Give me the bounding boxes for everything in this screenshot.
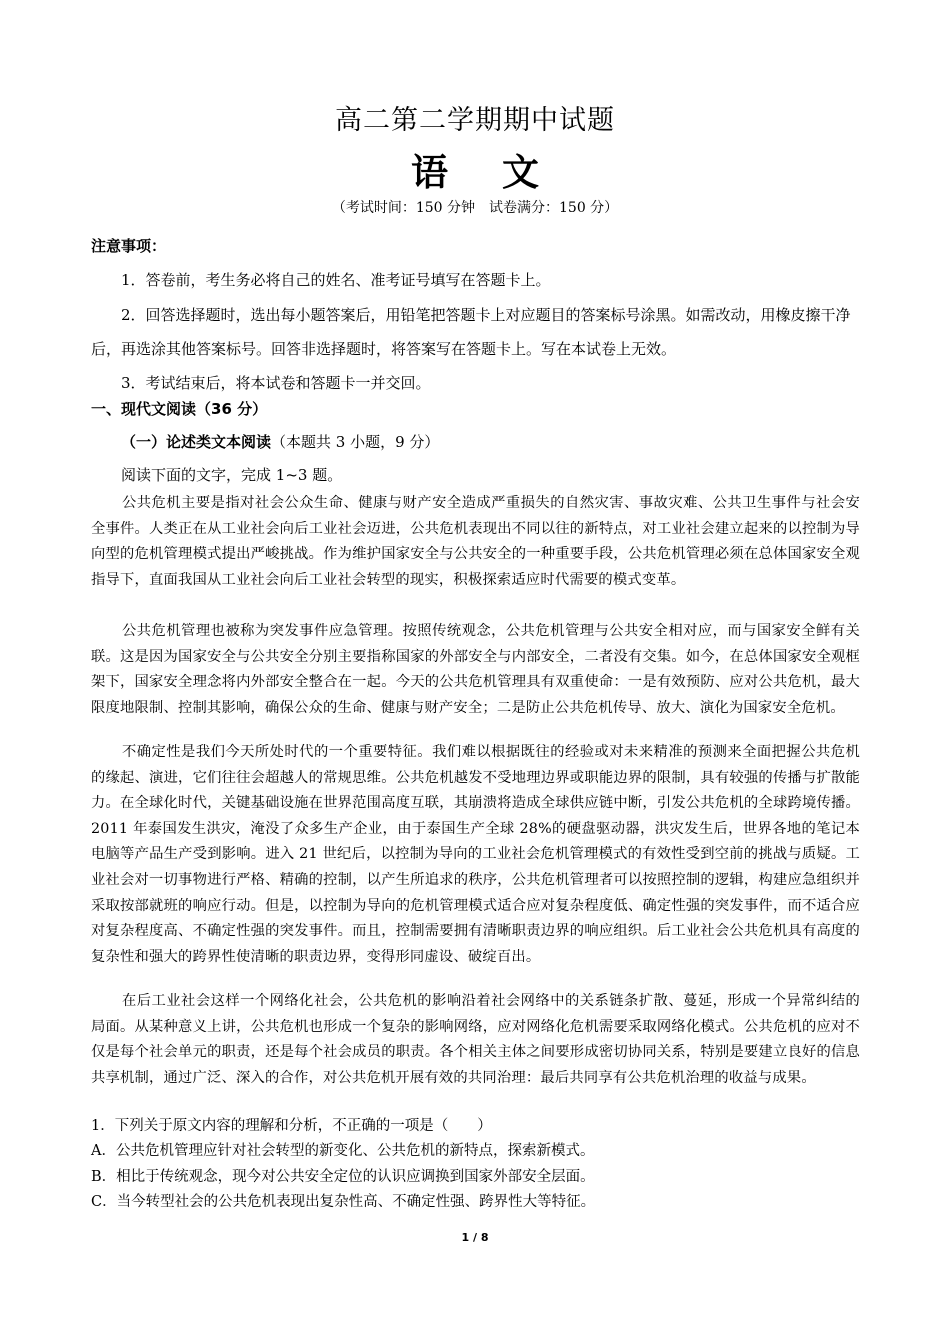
notice-item: 2．回答选择题时，选出每小题答案后，用铅笔把答题卡上对应题目的答案标号涂黑。如需改动，用橡皮擦干净后，再选涂其他答案标号。回答非选择题时，将答案写在答题卡上。写在本试卷上无效。 xyxy=(91,306,851,358)
subsection-score: （本题共 3 小题，9 分） xyxy=(271,433,440,451)
subject-char: 语 xyxy=(411,151,448,194)
section-heading: 一、现代文阅读（36 分） xyxy=(91,400,268,418)
instruction-text: 阅读下面的文字，完成 1~3 题。 xyxy=(121,466,343,484)
question-1 xyxy=(91,1114,860,1216)
notice-item: 1．答卷前，考生务必将自己的姓名、准考证号填写在答题卡上。 xyxy=(121,271,551,289)
notice-section xyxy=(91,230,860,400)
option-a: A．公共危机管理应针对社会转型的新变化、公共危机的新特点，探索新模式。 xyxy=(91,1143,595,1160)
notice-heading: 注意事项： xyxy=(91,237,167,255)
notice-item: 3．考试结束后，将本试卷和答题卡一并交回。 xyxy=(121,374,431,392)
passage-paragraph: 不确定性是我们今天所处时代的一个重要特征。我们难以根据既往的经验或对未来精准的预测来全面把握公共危机的缘起、演进，它们往往会超越人的常规思维。公共危机越发不受地理边界或职能边界的限制，具有较强的传播与扩散能力。在全球化时代，关键基础设施在世界范围高度互联，其崩溃将造成全球供应链中断，引发公共危机的全球跨境传播。2011 年泰国发生洪灾，淹没了众多生产企业，由于泰国生产全球 28%的硬盘驱动器，洪灾发生后，世界各地的笔记本电脑等产品生产受到影响。进入 21 世纪后，以控制为导向的工业社会危机管理模式的有效性受到空前的挑战与质疑。工业社会对一切事物进行严格、精确的控制，以产生所追求的秩序，公共危机管理者可以按照控制的逻辑，构建应急组织并采取按部就班的响应行动。但是，以控制为导向的危机管理模式适合应对复杂程度低、确定性强的突发事件，而不适合应对复杂程度高、不确定性强的突发事件。而且，控制需要拥有清晰职责边界的响应组织。后工业社会公共危机具有高度的复杂性和强大的跨界性使清晰的职责边界，变得形同虚设、破绽百出。 xyxy=(91,744,860,965)
passage-paragraph: 公共危机主要是指对社会公众生命、健康与财产安全造成严重损失的自然灾害、事故灾难、公共卫生事件与社会安全事件。人类正在从工业社会向后工业社会迈进，公共危机表现出不同以往的新特点，对工业社会建立起来的以控制为导向型的危机管理模式提出严峻挑战。作为维护国家安全与公共安全的一种重要手段，公共危机管理必须在总体国家安全观指导下，直面我国从工业社会向后工业社会转型的现实，积极探索适应时代需要的模式变革。 xyxy=(91,495,860,588)
reading-instruction xyxy=(91,459,860,492)
option-c: C．当今转型社会的公共危机表现出复杂性高、不确定性强、跨界性大等特征。 xyxy=(91,1194,596,1211)
subsection-heading xyxy=(121,426,860,459)
subject-title xyxy=(0,142,950,196)
exam-info: （考试时间：150 分钟 试卷满分：150 分） xyxy=(331,200,619,216)
page-number: 1 / 8 xyxy=(461,1231,489,1244)
section1-heading xyxy=(91,393,860,426)
subsection-title: （一）论述类文本阅读 xyxy=(121,433,272,451)
subject-char: 文 xyxy=(502,151,539,194)
exam-title: 高二第二学期期中试题 xyxy=(335,105,615,136)
passage-paragraph: 公共危机管理也被称为突发事件应急管理。按照传统观念，公共危机管理与公共安全相对应，而与国家安全鲜有关联。这是因为国家安全与公共安全分别主要指称国家的外部安全与内部安全，二者没有交集。如今，在总体国家安全观框架下，国家安全理念将内外部安全整合在一起。今天的公共危机管理具有双重使命：一是有效预防、应对公共危机，最大限度地限制、控制其影响，确保公众的生命、健康与财产安全；二是防止公共危机传导、放大、演化为国家安全危机。 xyxy=(91,623,860,716)
passage-paragraph: 在后工业社会这样一个网络化社会，公共危机的影响沿着社会网络中的关系链条扩散、蔓延，形成一个异常纠结的局面。从某种意义上讲，公共危机也形成一个复杂的影响网络，应对网络化危机需要采取网络化模式。公共危机的应对不仅是每个社会单元的职责，还是每个社会成员的职责。各个相关主体之间要形成密切协同关系，特别是要建立良好的信息共享机制，通过广泛、深入的合作，对公共危机开展有效的共同治理：最后共同享有公共危机治理的收益与成果。 xyxy=(91,993,860,1086)
question-stem: 1．下列关于原文内容的理解和分析，不正确的一项是（ ） xyxy=(91,1118,492,1134)
option-b: B．相比于传统观念，现今对公共安全定位的认识应调换到国家外部安全层面。 xyxy=(91,1168,595,1185)
